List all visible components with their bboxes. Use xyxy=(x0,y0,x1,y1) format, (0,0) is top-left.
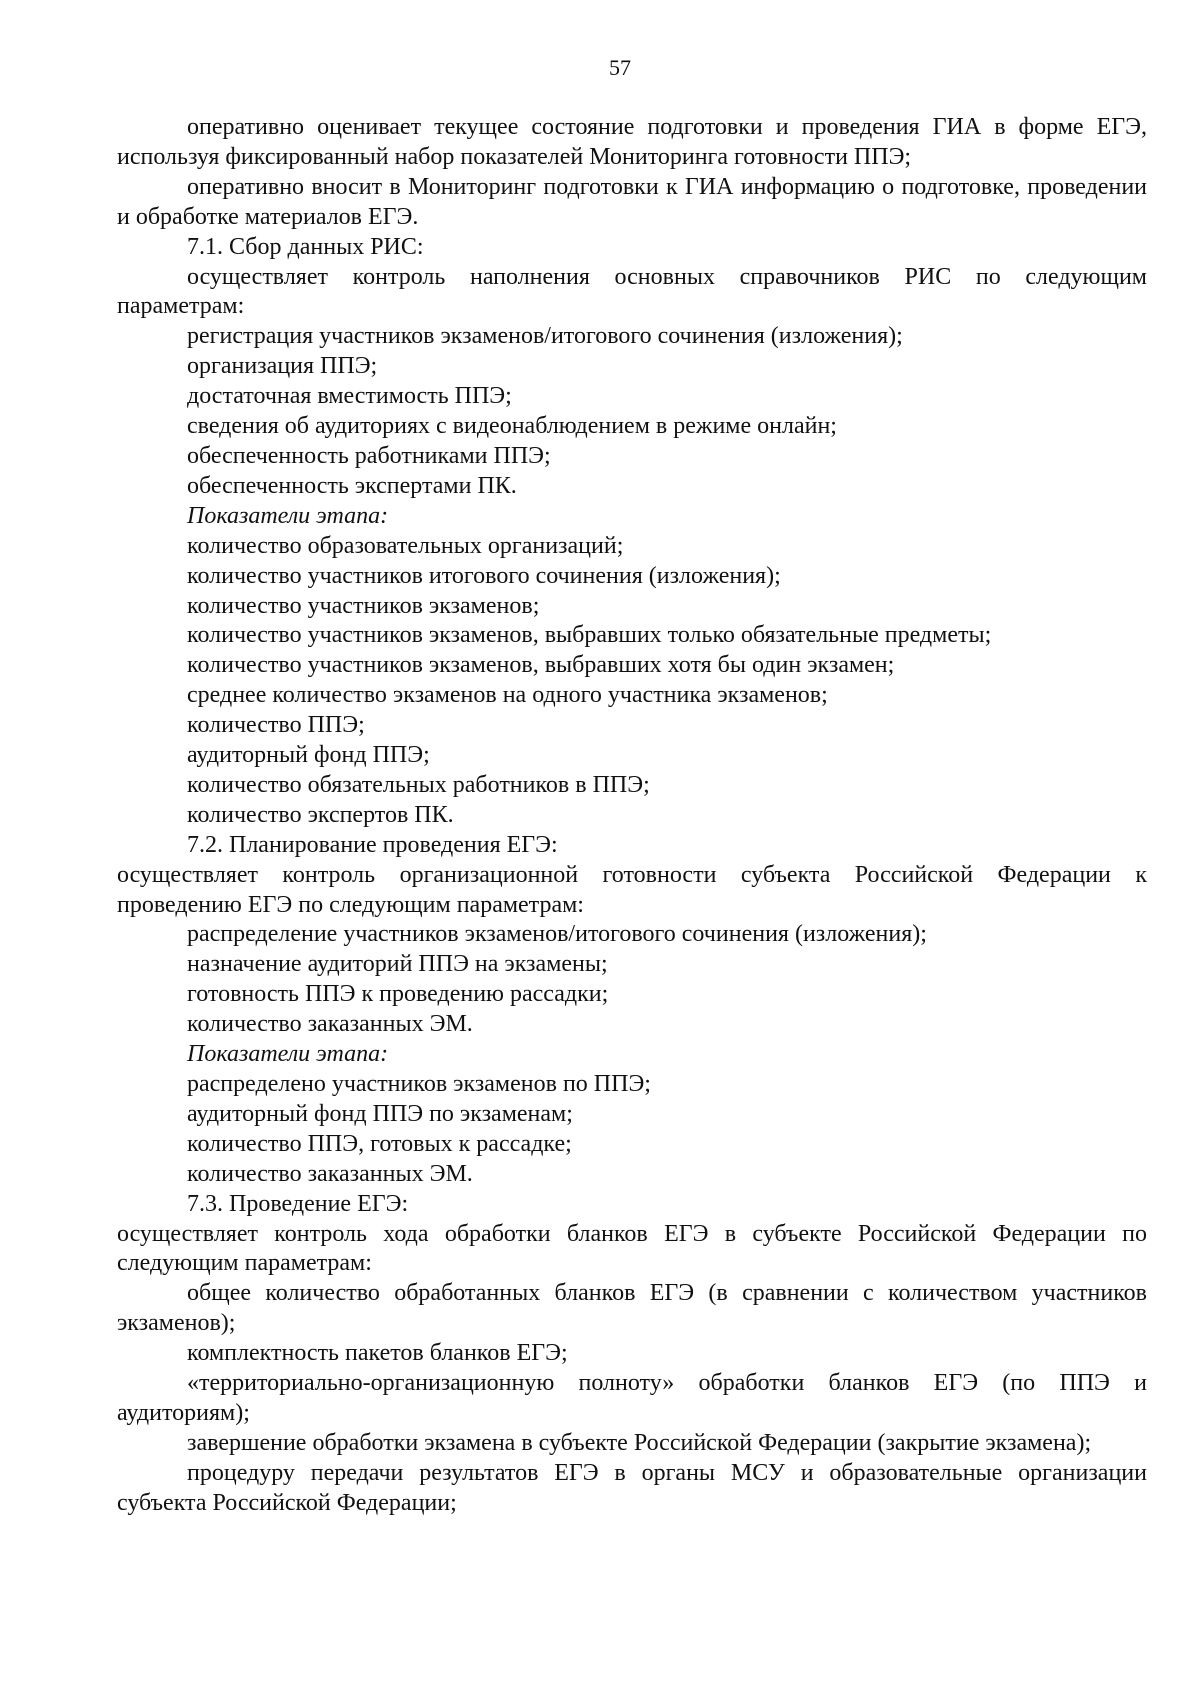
paragraph: осуществляет контроль организационной готовности субъекта Российской Федерации к проведению ЕГЭ по следующим параметрам: xyxy=(117,861,1147,918)
paragraph: количество ППЭ, готовых к рассадке; xyxy=(187,1130,572,1157)
paragraph: обеспеченность экспертами ПК. xyxy=(187,472,517,499)
paragraph: количество участников экзаменов, выбравших хотя бы один экзамен; xyxy=(187,652,895,679)
paragraph: «территориально-организационную полноту» обработки бланков ЕГЭ (по ППЭ и аудиториям); xyxy=(117,1370,1147,1426)
paragraph: количество ППЭ; xyxy=(187,712,365,739)
paragraph: количество участников итогового сочинения (изложения); xyxy=(187,562,781,589)
paragraph: готовность ППЭ к проведению рассадки; xyxy=(187,981,609,1008)
paragraph: количество заказанных ЭМ. xyxy=(187,1160,473,1187)
paragraph: 7.2. Планирование проведения ЕГЭ: xyxy=(187,831,558,858)
paragraph: осуществляет контроль хода обработки бланков ЕГЭ в субъекте Российской Федерации по следующим параметрам: xyxy=(117,1220,1147,1277)
paragraph: 7.3. Проведение ЕГЭ: xyxy=(187,1190,409,1217)
section-subheading: Показатели этапа: xyxy=(187,502,389,529)
paragraph: среднее количество экзаменов на одного участника экзаменов; xyxy=(187,682,828,709)
paragraph: общее количество обработанных бланков ЕГЭ (в сравнении с количеством участников экзаменов); xyxy=(117,1280,1147,1337)
paragraph: осуществляет контроль наполнения основных справочников РИС по следующим параметрам: xyxy=(117,263,1147,320)
paragraph: комплектность пакетов бланков ЕГЭ; xyxy=(187,1340,568,1367)
paragraph: организация ППЭ; xyxy=(187,353,378,380)
paragraph: 7.1. Сбор данных РИС: xyxy=(187,233,424,260)
paragraph: количество образовательных организаций; xyxy=(187,532,624,559)
paragraph: распределено участников экзаменов по ППЭ; xyxy=(187,1071,651,1097)
paragraph: оперативно вносит в Мониторинг подготовки к ГИА информацию о подготовке, проведении и обработке материалов ЕГЭ. xyxy=(117,173,1147,230)
paragraph: количество заказанных ЭМ. xyxy=(187,1011,473,1038)
paragraph: обеспеченность работниками ППЭ; xyxy=(187,442,551,469)
section-subheading: Показатели этапа: xyxy=(187,1041,389,1068)
paragraph: количество экспертов ПК. xyxy=(187,801,454,828)
paragraph: регистрация участников экзаменов/итогового сочинения (изложения); xyxy=(187,323,903,350)
paragraph: аудиторный фонд ППЭ; xyxy=(187,742,430,769)
paragraph: назначение аудиторий ППЭ на экзамены; xyxy=(187,951,608,978)
document-body xyxy=(117,113,1147,1519)
paragraph: оперативно оценивает текущее состояние подготовки и проведения ГИА в форме ЕГЭ, используя фиксированный набор показателей Мониторинга готовности ППЭ; xyxy=(117,114,1147,170)
paragraph: сведения об аудиториях с видеонаблюдением в режиме онлайн; xyxy=(187,413,837,440)
paragraph: количество участников экзаменов; xyxy=(187,592,540,619)
paragraph: аудиторный фонд ППЭ по экзаменам; xyxy=(187,1100,573,1127)
paragraph: достаточная вместимость ППЭ; xyxy=(187,383,512,410)
paragraph: завершение обработки экзамена в субъекте Российской Федерации (закрытие экзамена); xyxy=(187,1429,1092,1456)
paragraph: распределение участников экзаменов/итогового сочинения (изложения); xyxy=(187,921,927,948)
paragraph: количество участников экзаменов, выбравших только обязательные предметы; xyxy=(187,622,992,649)
page-number: 57 xyxy=(609,55,631,80)
paragraph: количество обязательных работников в ППЭ; xyxy=(187,771,650,798)
paragraph: процедуру передачи результатов ЕГЭ в органы МСУ и образовательные организации субъекта Российской Федерации; xyxy=(117,1459,1147,1516)
